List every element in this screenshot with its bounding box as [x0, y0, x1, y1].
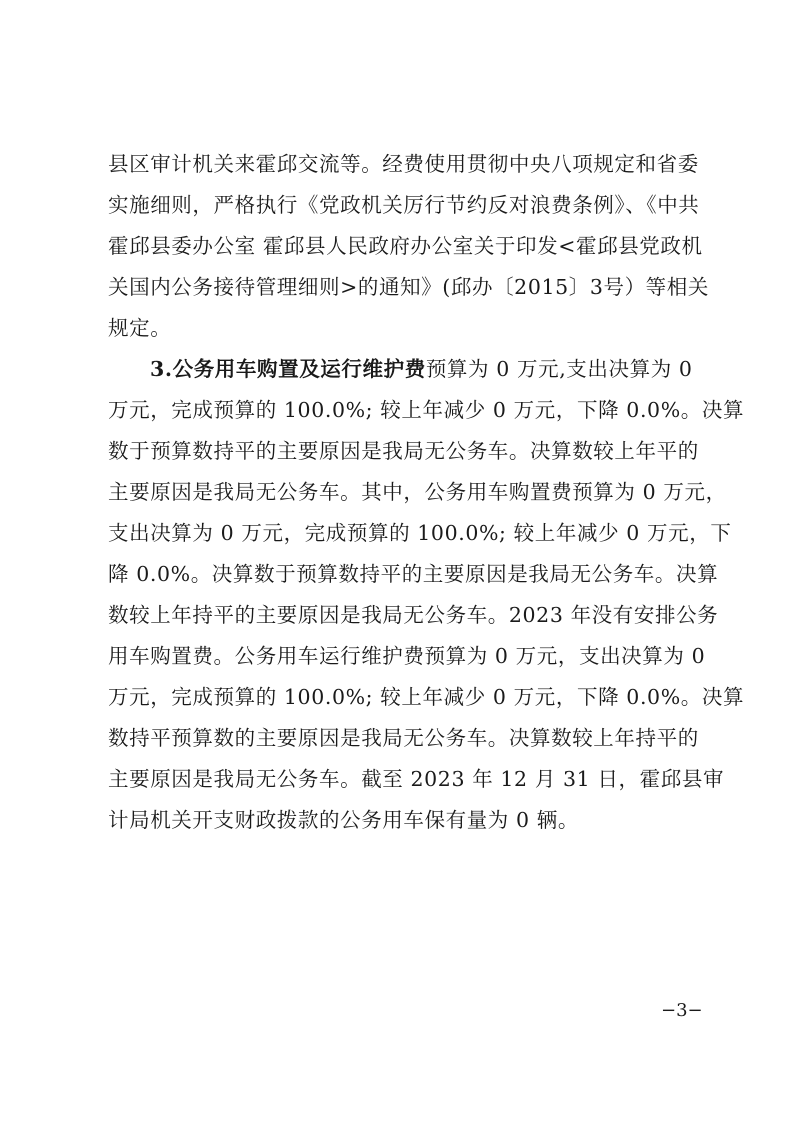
- text-line: 万元，完成预算的 100.0%; 较上年减少 0 万元，下降 0.0%。决算: [108, 685, 745, 709]
- text-line: 关国内公务接待管理细则>的通知》(邱办〔2015〕3号）等相关: [108, 275, 709, 299]
- text-line: 数于预算数持平的主要原因是我局无公务车。决算数较上年平的: [108, 439, 699, 463]
- text-line: 降 0.0%。决算数于预算数持平的主要原因是我局无公务车。决算: [108, 562, 719, 586]
- section-heading: 3.公务用车购置及运行维护费: [150, 357, 426, 381]
- text-line: 数持平预算数的主要原因是我局无公务车。决算数较上年持平的: [108, 726, 699, 750]
- paragraph-first-line: [150, 357, 693, 381]
- text-span: 预算为 0 万元,支出决算为 0: [425, 357, 693, 381]
- text-line: 主要原因是我局无公务车。其中，公务用车购置费预算为 0 万元，: [108, 480, 727, 504]
- text-line: 主要原因是我局无公务车。截至 2023 年 12 月 31 日，霍邱县审: [108, 767, 725, 791]
- text-line: 用车购置费。公务用车运行维护费预算为 0 万元，支出决算为 0: [108, 644, 706, 668]
- text-line: 支出决算为 0 万元，完成预算的 100.0%; 较上年减少 0 万元，下: [108, 521, 732, 545]
- text-line: 县区审计机关来霍邱交流等。经费使用贯彻中央八项规定和省委: [108, 152, 699, 176]
- page-number: −3−: [661, 1000, 703, 1021]
- text-line: 万元，完成预算的 100.0%; 较上年减少 0 万元，下降 0.0%。决算: [108, 398, 745, 422]
- text-line: 规定。: [108, 316, 172, 340]
- text-line: 数较上年持平的主要原因是我局无公务车。2023 年没有安排公务: [108, 603, 719, 627]
- text-line: 计局机关开支财政拨款的公务用车保有量为 0 辆。: [108, 808, 579, 832]
- text-line: 霍邱县委办公室 霍邱县人民政府办公室关于印发<霍邱县党政机: [108, 234, 703, 258]
- text-line: 实施细则，严格执行《党政机关厉行节约反对浪费条例》、《中共: [108, 193, 700, 217]
